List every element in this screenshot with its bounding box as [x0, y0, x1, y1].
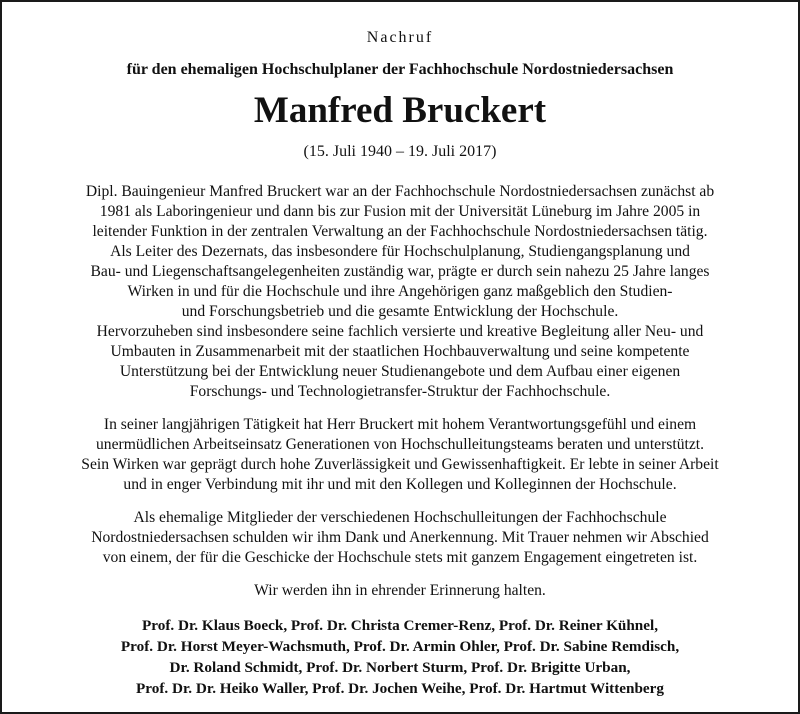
closing-line: Wir werden ihn in ehrender Erinnerung halten.	[254, 582, 546, 599]
signatories	[2, 615, 798, 699]
body-paragraph-gratitude	[2, 508, 798, 568]
body-paragraph-dedication	[2, 415, 798, 495]
life-dates: (15. Juli 1940 – 19. Juli 2017)	[303, 143, 497, 160]
body-paragraph-career	[2, 182, 798, 402]
body-line: Bau- und Liegenschaftsangelegenheiten zuständig war, prägte er durch sein nahezu 25 Jahre langes	[90, 263, 710, 280]
body-line: In seiner langjährigen Tätigkeit hat Herr Bruckert mit hohem Verantwortungsgefühl und einem	[103, 416, 697, 433]
body-line: 1981 als Laboringenieur und dann bis zur Fusion mit der Universität Lüneburg im Jahre 2005 in	[99, 203, 701, 220]
body-line: Forschungs- und Technologietransfer-Struktur der Fachhochschule.	[189, 383, 611, 400]
body-line: und Forschungsbetrieb und die gesamte Entwicklung der Hochschule.	[181, 303, 619, 320]
body-line: leitender Funktion in der zentralen Verwaltung an der Fachhochschule Nordostniedersachsen tätig.	[92, 223, 708, 240]
obituary-body	[2, 182, 798, 601]
signatory-line: Prof. Dr. Klaus Boeck, Prof. Dr. Christa Cremer-Renz, Prof. Dr. Reiner Kühnel,	[141, 617, 659, 634]
body-line: Hervorzuheben sind insbesondere seine fachlich versierte und kreative Begleitung aller Neu- und	[96, 323, 704, 340]
body-line: Nordostniedersachsen schulden wir ihm Dank und Anerkennung. Mit Trauer nehmen wir Abschied	[91, 529, 709, 546]
notice-subheading: für den ehemaligen Hochschulplaner der Fachhochschule Nordostniedersachsen	[126, 61, 674, 78]
deceased-name: Manfred Bruckert	[253, 90, 547, 131]
body-line: Wirken in und für die Hochschule und ihre Angehörigen ganz maßgeblich den Studien-	[127, 283, 673, 300]
signatory-line: Prof. Dr. Dr. Heiko Waller, Prof. Dr. Jochen Weihe, Prof. Dr. Hartmut Wittenberg	[135, 680, 664, 697]
body-line: Als ehemalige Mitglieder der verschiedenen Hochschulleitungen der Fachhochschule	[133, 509, 667, 526]
body-line: Als Leiter des Dezernats, das insbesondere für Hochschulplanung, Studiengangsplanung und	[110, 243, 690, 260]
body-line: Dipl. Bauingenieur Manfred Bruckert war an der Fachhochschule Nordostniedersachsen zunächst ab	[85, 183, 715, 200]
signatory-line: Prof. Dr. Horst Meyer-Wachsmuth, Prof. Dr. Armin Ohler, Prof. Dr. Sabine Remdisch,	[120, 638, 680, 655]
body-line: Umbauten in Zusammenarbeit mit der staatlichen Hochbauverwaltung und seine kompetente	[110, 343, 690, 360]
signatory-line: Dr. Roland Schmidt, Prof. Dr. Norbert Sturm, Prof. Dr. Brigitte Urban,	[169, 659, 631, 676]
body-line: von einem, der für die Geschicke der Hochschule stets mit ganzem Engagement eingetreten ist.	[102, 549, 698, 566]
body-line: und in enger Verbindung mit ihr und mit den Kollegen und Kolleginnen der Hochschule.	[123, 476, 677, 493]
body-line: Unterstützung bei der Entwicklung neuer Studienangebote und dem Aufbau einer eigenen	[119, 363, 681, 380]
body-line: Sein Wirken war geprägt durch hohe Zuverlässigkeit und Gewissenhaftigkeit. Er lebte in seiner Arbeit	[81, 456, 719, 473]
body-line: unermüdlichen Arbeitseinsatz Generationen von Hochschulleitungsteams beraten und unterstützt.	[96, 436, 704, 453]
notice-heading: Nachruf	[366, 29, 434, 46]
